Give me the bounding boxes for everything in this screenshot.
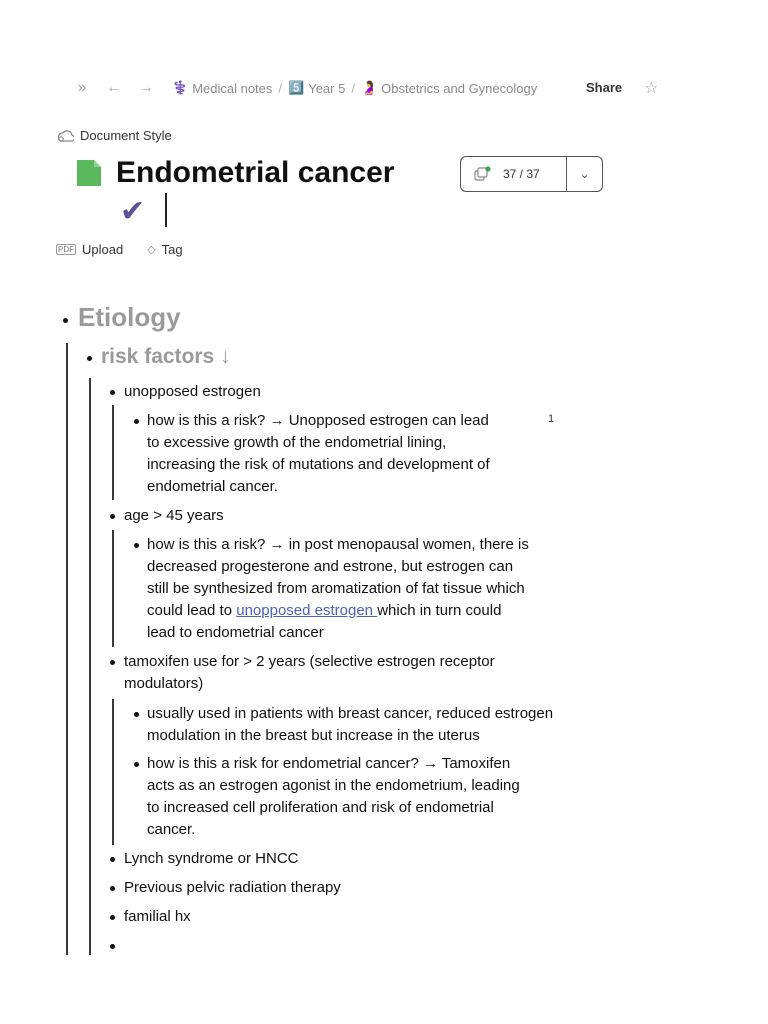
expand-sidebar-button[interactable] bbox=[66, 76, 98, 100]
list-item-tamoxifen[interactable]: tamoxifen use for > 2 years (selective estrogen receptor bbox=[124, 653, 495, 670]
bullet-dot bbox=[110, 514, 115, 519]
list-item-line[interactable]: still be synthesized from aromatization of fat tissue which bbox=[147, 580, 525, 597]
bullet-dot bbox=[134, 419, 139, 424]
counter-value: 37 / 37 bbox=[503, 167, 540, 181]
bullet-dot-empty-item[interactable] bbox=[110, 944, 115, 949]
favorite-button[interactable] bbox=[644, 78, 658, 98]
page-actions bbox=[56, 242, 207, 257]
bullet-dot bbox=[110, 915, 115, 920]
list-item-line[interactable]: endometrial cancer. bbox=[147, 478, 278, 495]
list-item-age[interactable]: age > 45 years bbox=[124, 507, 224, 524]
star-icon: ☆ bbox=[644, 80, 659, 97]
list-item-lynch[interactable]: Lynch syndrome or HNCC bbox=[124, 850, 299, 867]
breadcrumb-item-year-5[interactable] bbox=[288, 80, 345, 96]
breadcrumb bbox=[172, 80, 537, 96]
list-item-familial-hx[interactable]: familial hx bbox=[124, 908, 191, 925]
tag-label: Tag bbox=[161, 242, 183, 257]
bullet-dot bbox=[87, 356, 92, 361]
page-title-row bbox=[74, 156, 394, 190]
breadcrumb-item-obgyn[interactable] bbox=[361, 80, 537, 96]
bullet-dot bbox=[134, 543, 139, 548]
list-item-line[interactable]: increasing the risk of mutations and development of bbox=[147, 456, 490, 473]
chevron-down-icon: ⌄ bbox=[579, 167, 590, 181]
caduceus-icon: ⚕️ bbox=[172, 80, 189, 95]
share-button[interactable]: Share bbox=[586, 80, 623, 95]
indent-guide bbox=[89, 378, 91, 955]
breadcrumb-item-medical-notes[interactable] bbox=[172, 80, 272, 96]
bullet-dot bbox=[110, 857, 115, 862]
indent-guide bbox=[66, 343, 68, 955]
text-segment: which in turn could bbox=[377, 602, 502, 619]
bullet-dot bbox=[134, 712, 139, 717]
counter-dropdown-button[interactable] bbox=[566, 156, 603, 192]
arrow-left-icon: ← bbox=[106, 79, 122, 96]
list-item-line[interactable]: lead to endometrial cancer bbox=[147, 624, 324, 641]
number-five-icon: 5️⃣ bbox=[288, 80, 305, 95]
text-segment: could lead to bbox=[147, 602, 237, 619]
list-item-line[interactable]: to increased cell proliferation and risk of endometrial bbox=[147, 799, 494, 816]
text-cursor bbox=[165, 193, 167, 227]
arrow-right-icon: → bbox=[138, 79, 154, 96]
list-item-pelvic-radiation[interactable]: Previous pelvic radiation therapy bbox=[124, 879, 341, 896]
page-title[interactable]: Endometrial cancer bbox=[116, 156, 395, 189]
version-counter-button[interactable] bbox=[460, 156, 567, 192]
list-item-line[interactable]: usually used in patients with breast cancer, reduced estrogen bbox=[147, 705, 554, 722]
heading-etiology[interactable]: Etiology bbox=[78, 302, 181, 332]
upload-label: Upload bbox=[82, 242, 124, 257]
list-item-line[interactable]: cancer. bbox=[147, 821, 196, 838]
page-link-unopposed-estrogen[interactable]: unopposed estrogen bbox=[236, 602, 378, 619]
breadcrumb-label: Medical notes bbox=[192, 80, 273, 96]
bullet-dot bbox=[110, 660, 115, 665]
document-style-icon bbox=[56, 129, 74, 143]
list-item-line[interactable]: decreased progesterone and estrone, but estrogen can bbox=[147, 558, 514, 575]
list-item-line[interactable]: to excessive growth of the endometrial lining, bbox=[147, 434, 447, 451]
list-item-unopposed-estrogen[interactable]: unopposed estrogen bbox=[124, 383, 261, 400]
upload-button[interactable] bbox=[56, 242, 123, 257]
tag-icon: ◇ bbox=[147, 244, 156, 256]
top-bar bbox=[66, 76, 537, 100]
list-item-line[interactable]: how is this a risk for endometrial cancer? → Tamoxifen bbox=[147, 755, 511, 772]
breadcrumb-label: Year 5 bbox=[308, 80, 346, 96]
list-item-line[interactable] bbox=[147, 600, 501, 622]
double-chevron-right-icon: » bbox=[77, 79, 87, 96]
breadcrumb-label: Obstetrics and Gynecology bbox=[381, 80, 537, 96]
breadcrumb-separator: / bbox=[351, 80, 355, 96]
list-item-line[interactable]: modulators) bbox=[124, 675, 204, 692]
copy-sync-icon bbox=[473, 166, 491, 182]
forward-button[interactable] bbox=[130, 76, 162, 100]
breadcrumb-separator: / bbox=[278, 80, 283, 96]
pregnant-person-icon: 🤰 bbox=[360, 80, 378, 95]
green-book-icon bbox=[74, 158, 104, 188]
tag-button[interactable] bbox=[147, 242, 182, 257]
list-item-line[interactable]: how is this a risk? → Unopposed estrogen can lead bbox=[147, 412, 489, 429]
heading-risk-factors[interactable]: risk factors ↓ bbox=[101, 345, 231, 368]
indent-guide bbox=[112, 699, 114, 845]
indent-guide bbox=[112, 530, 114, 647]
bullet-dot bbox=[110, 390, 115, 395]
list-item-line[interactable]: acts as an estrogen agonist in the endometrium, leading bbox=[147, 777, 520, 794]
bullet-dot bbox=[134, 762, 139, 767]
footnote-marker[interactable]: 1 bbox=[548, 413, 555, 425]
list-item-line[interactable]: modulation in the breast but increase in the uterus bbox=[147, 727, 480, 744]
document-style-button[interactable] bbox=[56, 128, 172, 143]
check-mark-icon: ✔ bbox=[120, 195, 146, 228]
document-style-label: Document Style bbox=[80, 128, 172, 143]
list-item-line[interactable]: how is this a risk? → in post menopausal women, there is bbox=[147, 536, 529, 553]
back-button[interactable] bbox=[98, 76, 130, 100]
pdf-icon: PDF bbox=[58, 245, 74, 254]
bullet-dot bbox=[63, 318, 68, 323]
bullet-dot bbox=[110, 886, 115, 891]
indent-guide bbox=[112, 405, 114, 500]
